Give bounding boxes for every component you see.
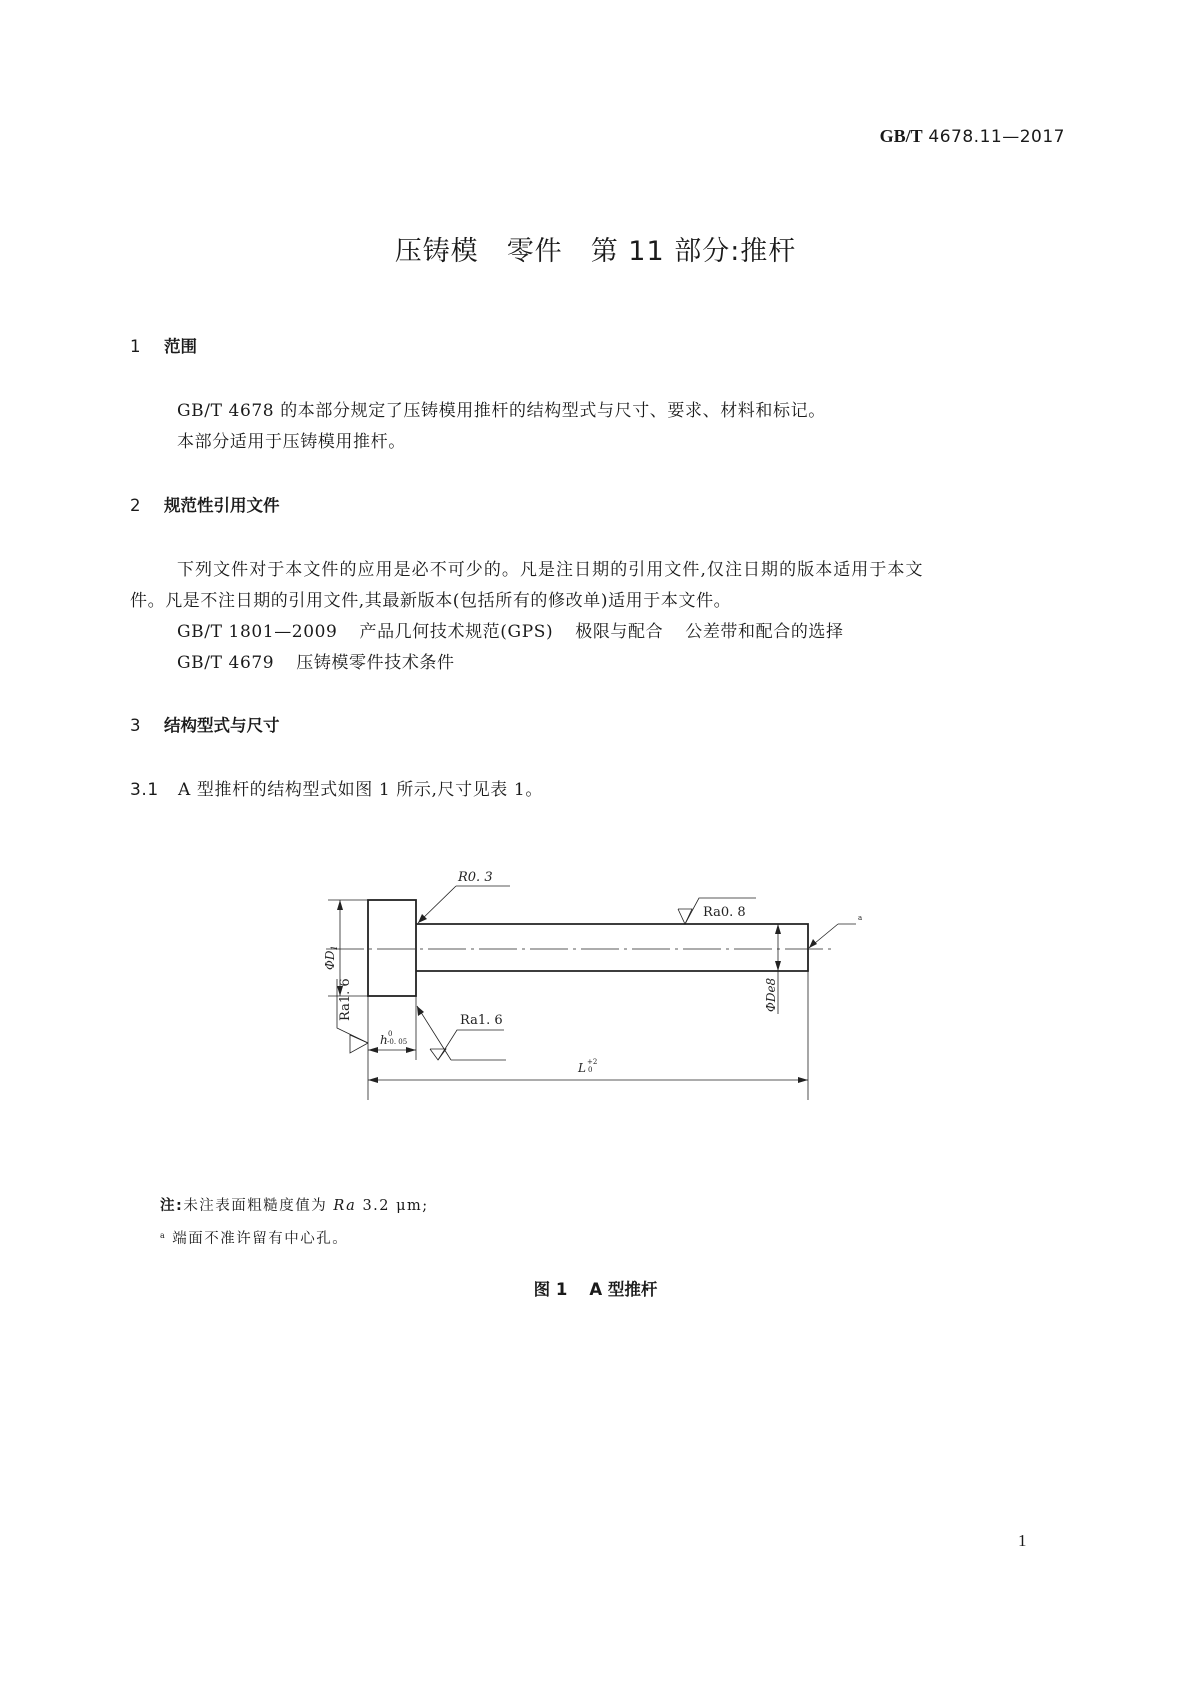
figure-footnote [160, 1227, 348, 1248]
footnote-marker: a [858, 914, 863, 922]
caption-title: A 型推杆 [589, 1280, 658, 1299]
section-number: 1 [130, 337, 141, 356]
section-number: 2 [130, 496, 141, 515]
standard-number: 4678.11—2017 [928, 127, 1065, 147]
footnote-marker: a [160, 1231, 167, 1240]
shaft-diameter-label [764, 977, 778, 1012]
reference-title: 极限与配合 [575, 622, 664, 642]
fillet-radius-label: R0. 3 [458, 870, 493, 885]
paragraph: 本部分适用于压铸模用推杆。 [177, 432, 406, 452]
reference-code: GB/T 1801—2009 [177, 622, 338, 642]
reference-title: 产品几何技术规范(GPS) [359, 622, 554, 642]
figure-caption [0, 1276, 1191, 1300]
head-diameter-label [323, 945, 339, 970]
ejector-pin-drawing [300, 860, 900, 1130]
note-label: 注: [160, 1198, 184, 1214]
standard-code [880, 126, 1065, 147]
page-number: 1 [1018, 1531, 1027, 1550]
head-side-roughness-label: Ra1. 6 [460, 1013, 503, 1028]
paragraph: GB/T 4678 的本部分规定了压铸模用推杆的结构型式与尺寸、要求、材料和标记。 [177, 401, 826, 421]
svg-text:ΦDe8: ΦDe8 [764, 977, 778, 1012]
reference-item [177, 617, 844, 642]
figure-note [160, 1194, 429, 1215]
reference-title: 公差带和配合的选择 [685, 622, 844, 642]
section-title: 规范性引用文件 [164, 496, 280, 515]
note-value: 3.2 μm; [362, 1198, 429, 1214]
section-title: 结构型式与尺寸 [164, 716, 280, 735]
pin-head-outline [368, 900, 416, 996]
title-part-2: 零件 [506, 236, 563, 267]
paragraph-line: 件。凡是不注日期的引用文件,其最新版本(包括所有的修改单)适用于本文件。 [130, 591, 732, 611]
reference-code: GB/T 4679 [177, 653, 275, 673]
arrowheads [337, 900, 817, 1083]
length-upper: +2 [587, 1058, 598, 1066]
shaft-roughness-label: Ra0. 8 [703, 905, 746, 920]
head-thickness-lower: -0. 05 [387, 1038, 408, 1046]
paragraph-line: 下列文件对于本文件的应用是必不可少的。凡是注日期的引用文件,仅注日期的版本适用于本文 [177, 560, 924, 580]
document-title [0, 229, 1191, 268]
head-thickness-label: h [380, 1033, 388, 1047]
clause-3-1 [130, 775, 543, 800]
title-part-1: 压铸模 [394, 236, 479, 267]
caption-number: 图 1 [533, 1280, 568, 1299]
section-3-heading [130, 712, 280, 736]
section-1-heading [130, 333, 197, 357]
reference-item [177, 648, 455, 673]
head-thickness-upper: 0 [388, 1030, 393, 1038]
pin-shaft-outline [416, 924, 808, 971]
length-lower: 0 [588, 1066, 593, 1074]
head-face-roughness-label [338, 978, 353, 1021]
note-ra: Ra [333, 1198, 357, 1214]
reference-title: 压铸模零件技术条件 [296, 653, 455, 673]
section-title: 范围 [164, 337, 197, 356]
length-label: L [578, 1061, 586, 1075]
svg-text:Ra1. 6: Ra1. 6 [338, 978, 353, 1021]
note-text: 未注表面粗糙度值为 [183, 1198, 328, 1214]
standard-prefix: GB/T [879, 126, 923, 146]
svg-text:ΦD1: $\Phi D_1$ [323, 945, 339, 970]
section-2-heading [130, 492, 280, 516]
clause-number: 3.1 [130, 780, 159, 800]
title-part-3: 第 11 部分:推杆 [590, 236, 797, 267]
section-number: 3 [130, 716, 141, 735]
clause-text: A 型推杆的结构型式如图 1 所示,尺寸见表 1。 [178, 780, 543, 800]
footnote-text: 端面不准许留有中心孔。 [172, 1231, 349, 1247]
